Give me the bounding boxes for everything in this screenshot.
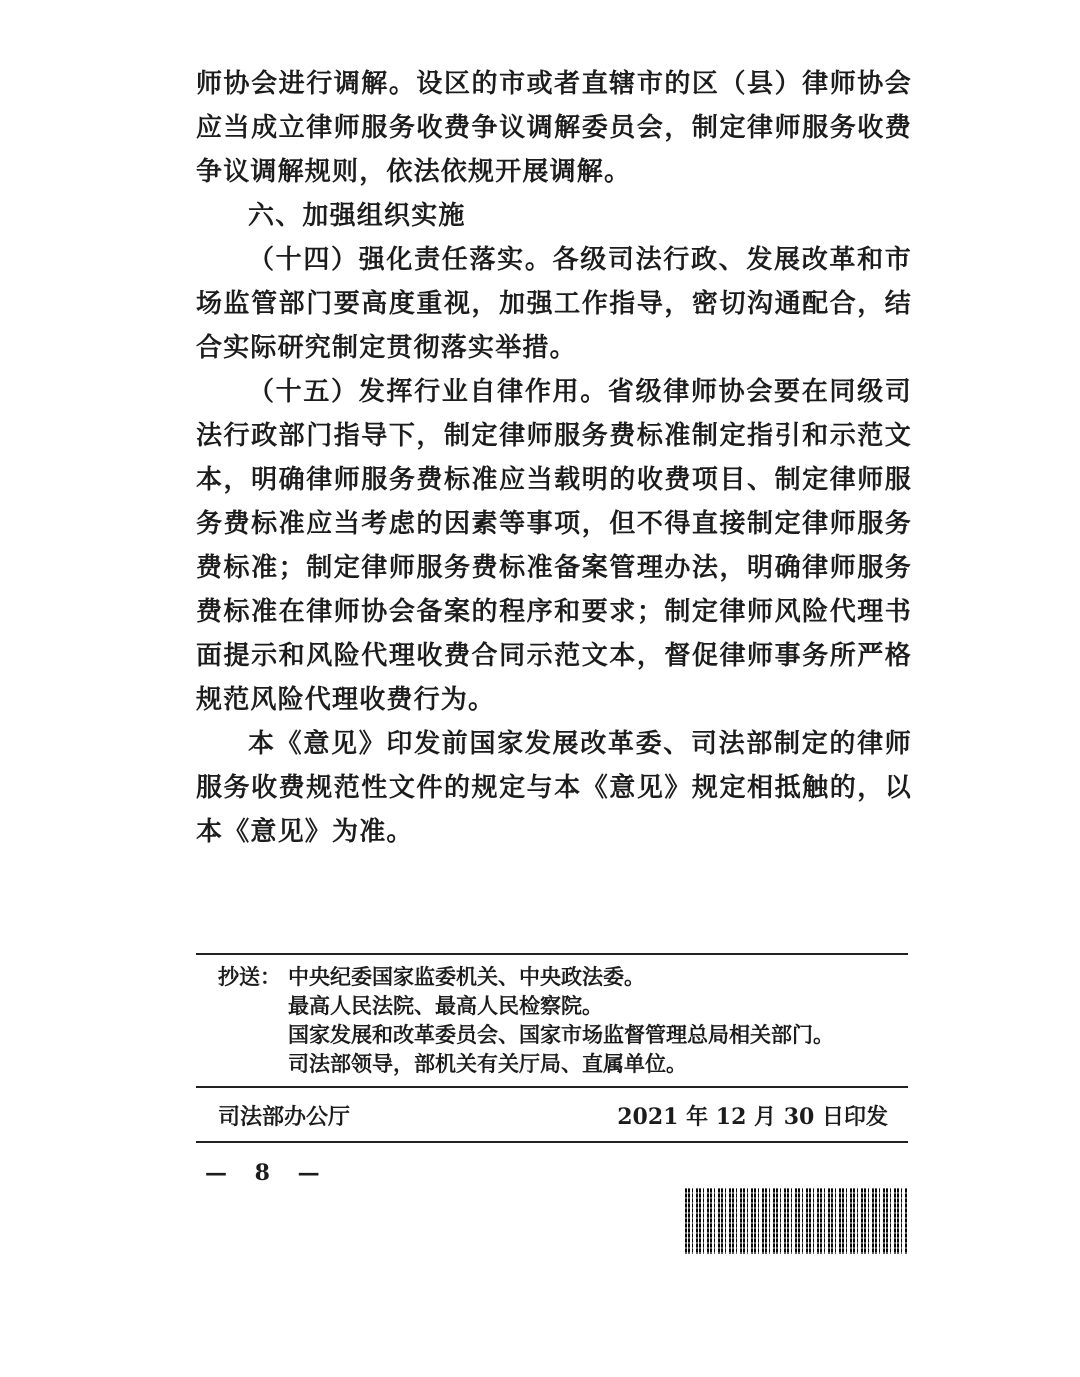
paragraph-mediation-continued: 师协会进行调解。设区的市或者直辖市的区（县）律师协会应当成立律师服务收费争议调解委员会，制定律师服务收费争议调解规则，依法依规开展调解。 bbox=[196, 69, 912, 187]
cc-recipients bbox=[288, 962, 834, 1078]
cc-top-rule bbox=[196, 953, 908, 955]
issuer: 司法部办公厅 bbox=[218, 1104, 351, 1130]
cc-recipient: 国家发展和改革委员会、国家市场监督管理总局相关部门。 bbox=[288, 1022, 834, 1047]
cc-block bbox=[218, 962, 908, 1078]
cc-label: 抄送： bbox=[218, 964, 281, 989]
cc-recipient: 中央纪委国家监委机关、中央政法委。 bbox=[288, 964, 645, 989]
paragraph-final: 本《意见》印发前国家发展改革委、司法部制定的律师服务收费规范性文件的规定与本《意见》规定相抵触的，以本《意见》为准。 bbox=[196, 729, 912, 847]
paragraph-14: （十四）强化责任落实。各级司法行政、发展改革和市场监管部门要高度重视，加强工作指导，密切沟通配合，结合实际研究制定贯彻落实举措。 bbox=[196, 245, 912, 363]
paragraph-15: （十五）发挥行业自律作用。省级律师协会要在同级司法行政部门指导下，制定律师服务费标准制定指引和示范文本，明确律师服务费标准应当载明的收费项目、制定律师服务费标准应当考虑的因素等事项，但不得直接制定律师服务费标准；制定律师服务费标准备案管理办法，明确律师服务费标准在律师协会备案的程序和要求；制定律师风险代理书面提示和风险代理收费合同示范文本，督促律师事务所严格规范风险代理收费行为。 bbox=[196, 377, 912, 715]
cc-recipient: 最高人民法院、最高人民检察院。 bbox=[288, 993, 603, 1018]
page-number: — 8 — bbox=[205, 1160, 330, 1186]
body-text bbox=[196, 62, 912, 854]
cc-recipient: 司法部领导，部机关有关厅局、直属单位。 bbox=[288, 1051, 687, 1076]
section-heading-6: 六、加强组织实施 bbox=[248, 201, 466, 231]
footer-bottom-rule bbox=[196, 1141, 908, 1143]
barcode-icon bbox=[685, 1188, 907, 1254]
issue-footer bbox=[218, 1100, 888, 1131]
footer-top-rule bbox=[196, 1086, 908, 1088]
issue-date: 2021 年 12 月 30 日印发 bbox=[617, 1104, 888, 1130]
